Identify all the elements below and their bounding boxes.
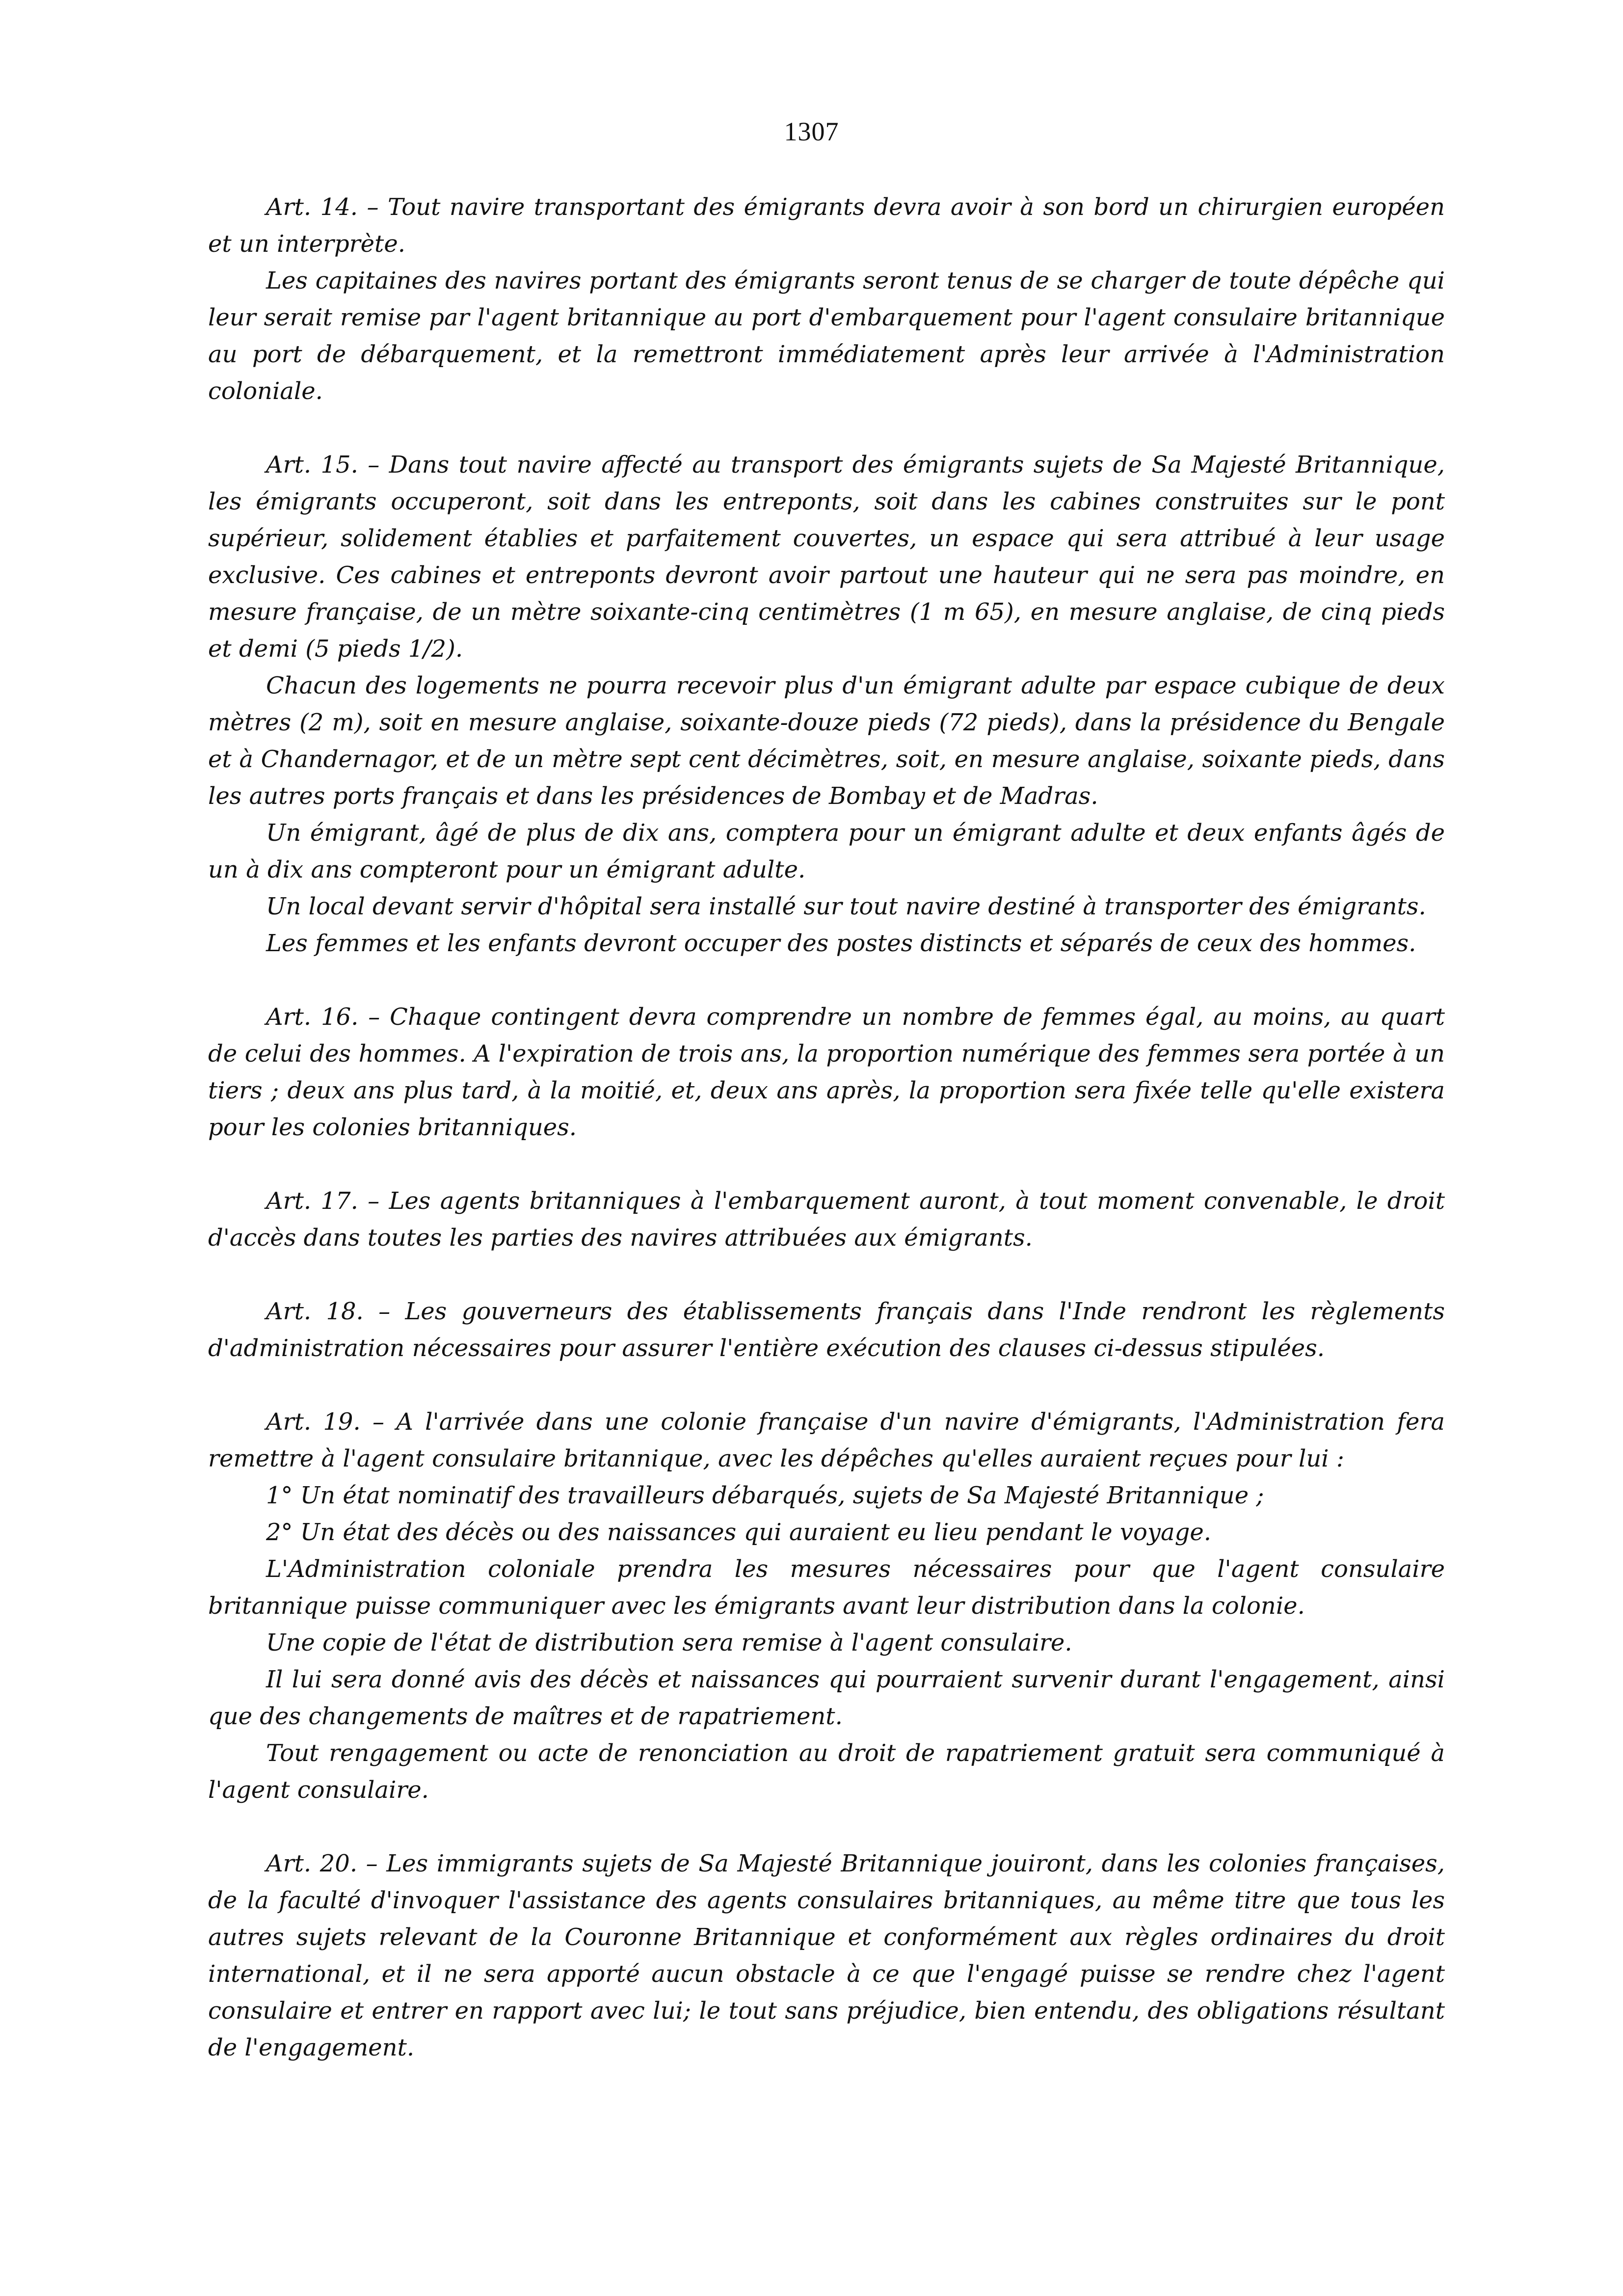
paragraph: 1° Un état nominatif des travailleurs débarqués, sujets de Sa Majesté Britannique ; — [266, 1482, 1264, 1509]
paragraph: Tout rengagement ou acte de renonciation au droit de rapatriement gratuit sera communiqué à l'agent consulaire. — [208, 1739, 1445, 1804]
paragraph: Art. 20. – Les immigrants sujets de Sa Majesté Britannique jouiront, dans les colonies françaises, de la faculté d'invoquer l'assistance des agents consulaires britanniques, au même titre que tous les autres sujets relevant de la Couronne Britannique et conformément aux règles ordinaires du droit international, et il ne sera apporté aucun obstacle à ce que l'engagé puisse se rendre chez l'agent consulaire et entrer en rapport avec lui; le tout sans préjudice, bien entendu, des obligations résultant de l'engagement. — [208, 1850, 1445, 2061]
paragraph: Art. 14. – Tout navire transportant des émigrants devra avoir à son bord un chirurgien européen et un interprète. — [208, 193, 1445, 258]
paragraph: Les femmes et les enfants devront occuper des postes distincts et séparés de ceux des hommes. — [266, 930, 1416, 957]
article-15 — [208, 447, 1445, 962]
paragraph: Art. 18. – Les gouverneurs des établissements français dans l'Inde rendront les règlements d'administration nécessaires pour assurer l'entière exécution des clauses ci-dessus stipulées. — [208, 1298, 1445, 1362]
document-body — [208, 189, 1445, 2103]
paragraph: 2° Un état des décès ou des naissances qui auraient eu lieu pendant le voyage. — [266, 1519, 1211, 1546]
paragraph: Art. 16. – Chaque contingent devra comprendre un nombre de femmes égal, au moins, au quart de celui des hommes. A l'expiration de trois ans, la proportion numérique des femmes sera portée à un tiers ; deux ans plus tard, à la moitié, et, deux ans après, la proportion sera fixée telle qu'elle existera pour les colonies britanniques. — [208, 1003, 1445, 1141]
paragraph: Les capitaines des navires portant des émigrants seront tenus de se charger de toute dépêche qui leur serait remise par l'agent britannique au port d'embarquement pour l'agent consulaire britannique au port de débarquement, et la remettront immédiatement après leur arrivée à l'Administration coloniale. — [208, 267, 1445, 405]
paragraph: L'Administration coloniale prendra les mesures nécessaires pour que l'agent consulaire britannique puisse communiquer avec les émigrants avant leur distribution dans la colonie. — [208, 1555, 1445, 1620]
paragraph: Art. 17. – Les agents britanniques à l'embarquement auront, à tout moment convenable, le droit d'accès dans toutes les parties des navires attribuées aux émigrants. — [208, 1187, 1445, 1252]
paragraph: Art. 19. – A l'arrivée dans une colonie française d'un navire d'émigrants, l'Administration fera remettre à l'agent consulaire britannique, avec les dépêches qu'elles auraient reçues pour lui : — [208, 1408, 1445, 1472]
paragraph: Chacun des logements ne pourra recevoir plus d'un émigrant adulte par espace cubique de deux mètres (2 m), soit en mesure anglaise, soixante-douze pieds (72 pieds), dans la présidence du Bengale et à Chandernagor, et de un mètre sept cent décimètres, soit, en mesure anglaise, soixante pieds, dans les autres ports français et dans les présidences de Bombay et de Madras. — [208, 672, 1445, 810]
paragraph: Il lui sera donné avis des décès et naissances qui pourraient survenir durant l'engagement, ainsi que des changements de maîtres et de rapatriement. — [208, 1666, 1445, 1730]
paragraph: Art. 15. – Dans tout navire affecté au transport des émigrants sujets de Sa Majesté Britannique, les émigrants occuperont, soit dans les entreponts, soit dans les cabines construites sur le pont supérieur, solidement établies et parfaitement couvertes, un espace qui sera attribué à leur usage exclusive. Ces cabines et entreponts devront avoir partout une hauteur qui ne sera pas moindre, en mesure française, de un mètre soixante-cinq centimètres (1 m 65), en mesure anglaise, de cinq pieds et demi (5 pieds 1/2). — [208, 451, 1445, 663]
paragraph: Un émigrant, âgé de plus de dix ans, comptera pour un émigrant adulte et deux enfants âgés de un à dix ans compteront pour un émigrant adulte. — [208, 819, 1445, 883]
paragraph: Un local devant servir d'hôpital sera installé sur tout navire destiné à transporter des émigrants. — [266, 893, 1426, 920]
page-number: 1307 — [784, 117, 839, 146]
article-16 — [208, 999, 1445, 1146]
article-18 — [208, 1293, 1445, 1367]
article-14 — [208, 189, 1445, 410]
article-19 — [208, 1404, 1445, 1809]
article-17 — [208, 1183, 1445, 1256]
paragraph: Une copie de l'état de distribution sera remise à l'agent consulaire. — [266, 1629, 1072, 1656]
article-20 — [208, 1845, 1445, 2066]
